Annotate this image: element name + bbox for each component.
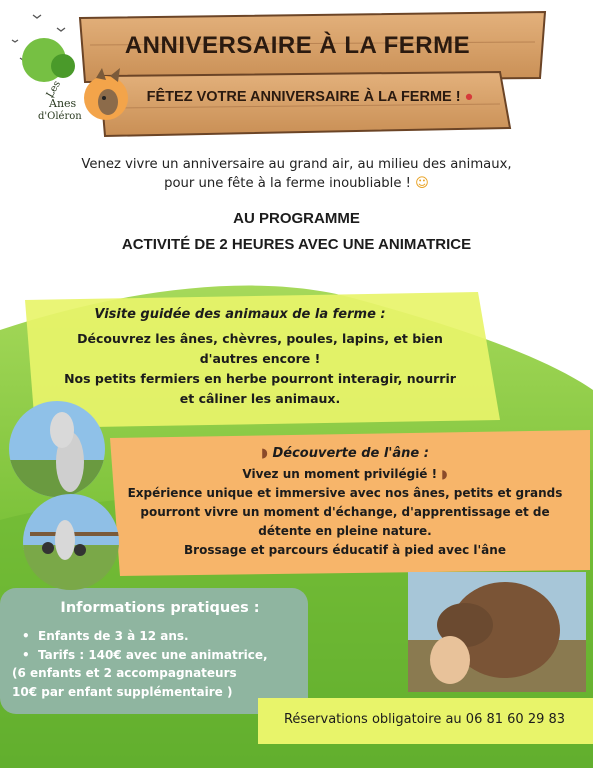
info-line-3: (6 enfants et 2 accompagnateurs <box>12 666 237 680</box>
page-title: ANNIVERSAIRE À LA FERME <box>124 32 471 59</box>
intro-text <box>30 155 563 193</box>
info-title: Informations pratiques : <box>60 600 260 616</box>
donkey-line-3: pourront vivre un moment d'échange, d'apprentissage et de <box>140 505 550 519</box>
wooden-sign <box>80 12 545 136</box>
info-line-4: 10€ par enfant supplémentaire ) <box>12 684 233 699</box>
visit-line-4: et câliner les animaux. <box>179 391 341 406</box>
program-subheading: ACTIVITÉ DE 2 HEURES AVEC UNE ANIMATRICE <box>121 236 472 253</box>
donkey-line-5: Brossage et parcours éducatif à pied avec l'âne <box>184 543 506 557</box>
donkey-title <box>120 446 570 461</box>
info-item-1: Enfants de 3 à 12 ans. <box>38 629 189 643</box>
logo-line-1: Les <box>44 79 64 100</box>
visit-body <box>40 329 480 409</box>
hoof-icon: ◗ <box>441 467 448 481</box>
logo-line-2: Ânes <box>49 97 77 110</box>
info-item-2: Tarifs : 140€ avec une animatrice, <box>38 647 268 662</box>
program-heading: AU PROGRAMME <box>233 210 360 227</box>
visit-line-2: d'autres encore ! <box>199 351 321 366</box>
subtitle-text: FÊTEZ VOTRE ANNIVERSAIRE À LA FERME ! <box>146 89 461 105</box>
donkey-title-text: Découverte de l'âne : <box>272 446 429 461</box>
visit-line-1: Découvrez les ânes, chèvres, poules, lapins, et bien <box>77 331 443 346</box>
donkey-line-1: Vivez un moment privilégié ! <box>242 467 438 481</box>
page-subtitle <box>145 89 475 105</box>
bullet-icon: • <box>22 629 30 643</box>
info-list <box>12 627 312 701</box>
party-face-icon: ☺ <box>415 176 429 191</box>
photo-donkey-hug <box>408 572 586 692</box>
logo-line-3: d'Oléron <box>38 111 82 122</box>
visit-line-3: Nos petits fermiers en herbe pourront interagir, nourrir <box>64 371 456 386</box>
reservation-text: Réservations obligatoire au 06 81 60 29 83 <box>283 712 566 727</box>
intro-line-2: pour une fête à la ferme inoubliable ! <box>164 176 411 191</box>
bullet-icon: • <box>22 647 30 662</box>
balloon-icon: ● <box>464 89 474 105</box>
donkey-line-4: détente en pleine nature. <box>258 524 432 538</box>
donkey-line-2: Expérience unique et immersive avec nos ânes, petits et grands <box>127 486 563 500</box>
donkey-body <box>120 465 570 560</box>
visit-title: Visite guidée des animaux de la ferme : <box>94 307 386 322</box>
intro-line-1: Venez vivre un anniversaire au grand air, au milieu des animaux, <box>81 157 512 172</box>
hoof-icon: ◗ <box>261 446 268 461</box>
